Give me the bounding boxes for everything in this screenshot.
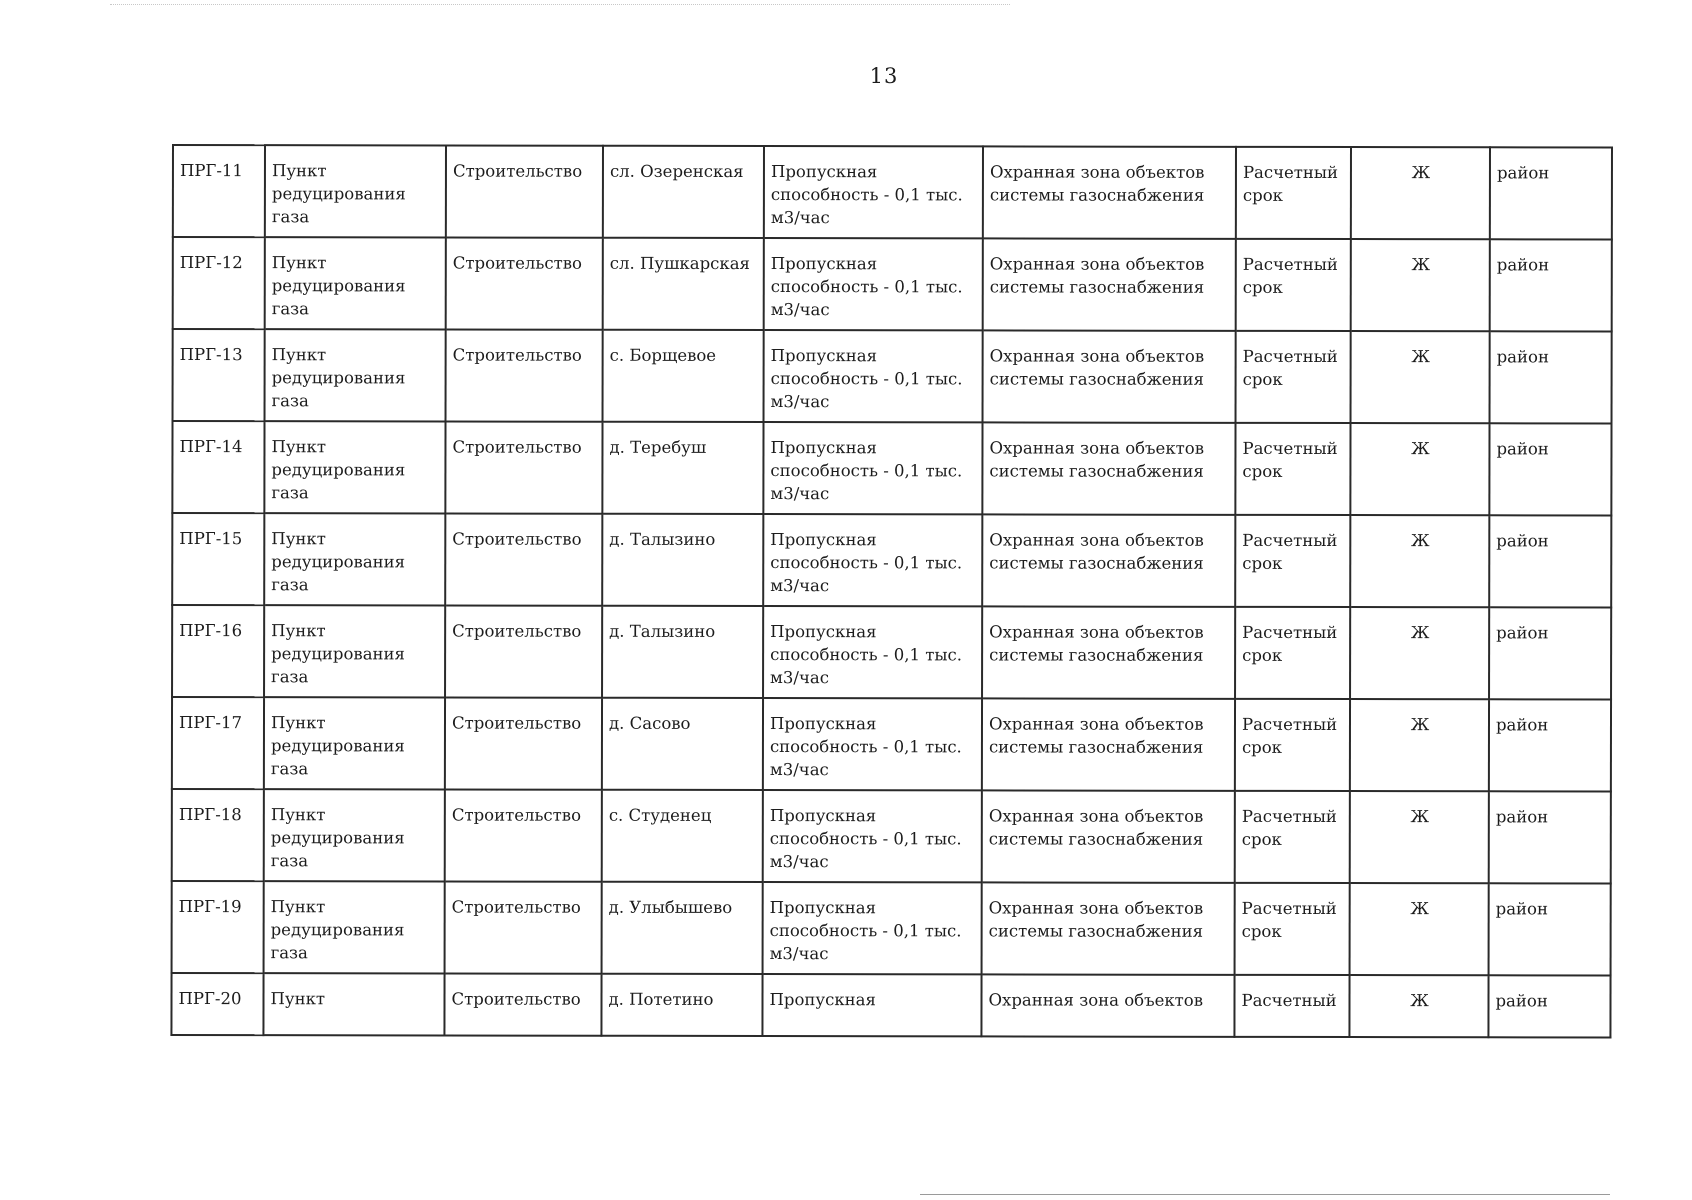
cell-location: д. Теребуш <box>602 422 763 514</box>
table-row <box>173 145 1612 240</box>
cell-term: Расчетный срок <box>1236 331 1351 423</box>
cell-code: ПРГ-17 <box>172 697 264 789</box>
cell-name: Пункт редуцирования газа <box>264 605 445 697</box>
cell-zone: Охранная зона объектов системы газоснабжения <box>982 422 1235 514</box>
cell-name: Пункт редуцирования газа <box>264 789 445 881</box>
cell-capacity: Пропускная способность - 0,1 тыс. м3/час <box>763 422 982 514</box>
cell-zone: Охранная зона объектов системы газоснабжения <box>982 882 1235 974</box>
cell-name: Пункт редуцирования газа <box>264 513 445 605</box>
cell-code: ПРГ-14 <box>172 421 264 513</box>
cell-level: район <box>1489 699 1611 791</box>
cell-name: Пункт <box>263 973 444 1035</box>
cell-code: ПРГ-18 <box>172 789 264 881</box>
cell-action: Строительство <box>445 605 602 697</box>
page-number: 13 <box>869 64 899 88</box>
cell-zone: Охранная зона объектов системы газоснабжения <box>982 790 1235 882</box>
table-row <box>173 237 1612 332</box>
scan-artifact-top <box>110 4 1010 6</box>
cell-code: ПРГ-13 <box>173 329 265 421</box>
cell-name: Пункт редуцирования газа <box>264 881 445 973</box>
cell-mark: Ж <box>1351 239 1490 331</box>
cell-level: район <box>1489 423 1611 515</box>
cell-zone: Охранная зона объектов системы газоснабжения <box>983 330 1236 422</box>
cell-term: Расчетный срок <box>1235 423 1350 515</box>
cell-term: Расчетный срок <box>1235 515 1350 607</box>
cell-capacity: Пропускная способность - 0,1 тыс. м3/час <box>764 146 983 238</box>
cell-location: сл. Пушкарская <box>603 238 764 330</box>
cell-zone: Охранная зона объектов системы газоснабжения <box>983 238 1236 330</box>
cell-capacity: Пропускная способность - 0,1 тыс. м3/час <box>763 514 982 606</box>
cell-mark: Ж <box>1351 147 1490 239</box>
table-row <box>172 881 1611 976</box>
cell-action: Строительство <box>446 237 603 329</box>
cell-name: Пункт редуцирования газа <box>264 697 445 789</box>
cell-zone: Охранная зона объектов системы газоснабжения <box>982 514 1235 606</box>
cell-code: ПРГ-15 <box>172 513 264 605</box>
cell-location: с. Студенец <box>602 790 763 882</box>
table-row <box>172 697 1611 792</box>
cell-action: Строительство <box>444 973 601 1035</box>
cell-level: район <box>1490 331 1612 423</box>
cell-action: Строительство <box>446 145 603 237</box>
cell-action: Строительство <box>445 697 602 789</box>
cell-mark: Ж <box>1351 331 1490 423</box>
cell-action: Строительство <box>445 421 602 513</box>
cell-mark: Ж <box>1350 515 1489 607</box>
cell-name: Пункт редуцирования газа <box>264 421 445 513</box>
cell-mark: Ж <box>1350 883 1489 975</box>
cell-term: Расчетный срок <box>1235 883 1350 975</box>
cell-action: Строительство <box>445 513 602 605</box>
table-row <box>171 973 1610 1038</box>
cell-capacity: Пропускная способность - 0,1 тыс. м3/час <box>763 790 982 882</box>
cell-location: с. Борщевое <box>603 330 764 422</box>
cell-level: район <box>1489 791 1611 883</box>
cell-name: Пункт редуцирования газа <box>265 237 446 329</box>
table-row <box>172 605 1611 700</box>
cell-code: ПРГ-16 <box>172 605 264 697</box>
cell-mark: Ж <box>1349 975 1488 1037</box>
cell-capacity: Пропускная способность - 0,1 тыс. м3/час <box>763 606 982 698</box>
cell-zone: Охранная зона объектов системы газоснабжения <box>982 606 1235 698</box>
cell-capacity: Пропускная способность - 0,1 тыс. м3/час <box>764 238 983 330</box>
cell-term: Расчетный срок <box>1236 147 1351 239</box>
cell-mark: Ж <box>1350 607 1489 699</box>
cell-code: ПРГ-12 <box>173 237 265 329</box>
cell-term: Расчетный срок <box>1235 791 1350 883</box>
cell-level: район <box>1490 239 1612 331</box>
cell-location: д. Сасово <box>602 698 763 790</box>
cell-mark: Ж <box>1350 699 1489 791</box>
cell-code: ПРГ-20 <box>171 973 263 1035</box>
cell-name: Пункт редуцирования газа <box>265 329 446 421</box>
cell-name: Пункт редуцирования газа <box>265 145 446 237</box>
gas-facilities-table <box>170 144 1613 1039</box>
cell-term: Расчетный срок <box>1235 699 1350 791</box>
cell-term: Расчетный срок <box>1235 607 1350 699</box>
cell-capacity: Пропускная <box>762 974 981 1036</box>
cell-location: д. Талызино <box>602 606 763 698</box>
cell-capacity: Пропускная способность - 0,1 тыс. м3/час <box>763 882 982 974</box>
cell-location: д. Улыбышево <box>602 882 763 974</box>
table-row <box>172 513 1611 608</box>
cell-location: д. Талызино <box>602 514 763 606</box>
cell-code: ПРГ-19 <box>172 881 264 973</box>
cell-code: ПРГ-11 <box>173 145 265 237</box>
cell-level: район <box>1489 515 1611 607</box>
cell-level: район <box>1489 883 1611 975</box>
cell-term: Расчетный <box>1234 975 1349 1037</box>
table-row <box>172 421 1611 516</box>
cell-level: район <box>1488 975 1610 1037</box>
cell-term: Расчетный срок <box>1236 239 1351 331</box>
scan-artifact-bottom <box>920 1194 1610 1195</box>
cell-mark: Ж <box>1350 423 1489 515</box>
cell-mark: Ж <box>1350 791 1489 883</box>
table-row <box>173 329 1612 424</box>
cell-action: Строительство <box>446 329 603 421</box>
cell-action: Строительство <box>445 881 602 973</box>
cell-location: д. Потетино <box>601 974 762 1036</box>
cell-zone: Охранная зона объектов системы газоснабжения <box>982 698 1235 790</box>
cell-zone: Охранная зона объектов системы газоснабжения <box>983 146 1236 238</box>
cell-level: район <box>1489 607 1611 699</box>
cell-location: сл. Озеренская <box>603 146 764 238</box>
cell-action: Строительство <box>445 789 602 881</box>
table-row <box>172 789 1611 884</box>
cell-capacity: Пропускная способность - 0,1 тыс. м3/час <box>764 330 983 422</box>
cell-zone: Охранная зона объектов <box>981 974 1234 1036</box>
cell-level: район <box>1490 147 1612 239</box>
cell-capacity: Пропускная способность - 0,1 тыс. м3/час <box>763 698 982 790</box>
